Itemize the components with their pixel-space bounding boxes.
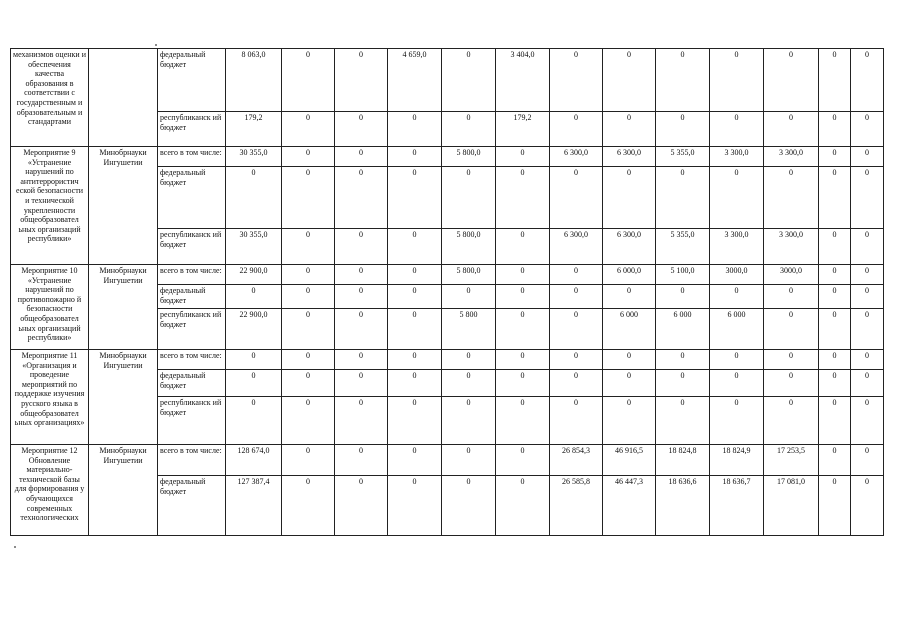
amount-cell: 0 [496, 167, 550, 229]
amount-cell: 6 000,0 [603, 265, 656, 285]
amount-cell: 26 585,8 [550, 476, 603, 536]
amount-cell: 0 [851, 350, 884, 370]
amount-cell: 179,2 [226, 112, 282, 147]
amount-cell: 0 [819, 397, 851, 445]
amount-cell: 0 [710, 370, 764, 397]
amount-cell: 0 [282, 397, 335, 445]
amount-cell: 0 [442, 370, 496, 397]
amount-cell: 0 [496, 476, 550, 536]
amount-cell: 0 [710, 350, 764, 370]
amount-cell: 0 [496, 285, 550, 309]
amount-cell: 0 [550, 285, 603, 309]
amount-cell: 0 [710, 167, 764, 229]
amount-cell: 0 [550, 370, 603, 397]
amount-cell: 0 [851, 445, 884, 476]
amount-cell: 5 355,0 [656, 229, 710, 265]
amount-cell: 0 [226, 370, 282, 397]
amount-cell: 0 [851, 147, 884, 167]
amount-cell: 0 [282, 229, 335, 265]
amount-cell: 0 [442, 112, 496, 147]
amount-cell: 0 [335, 229, 388, 265]
amount-cell: 0 [496, 445, 550, 476]
amount-cell: 0 [851, 265, 884, 285]
table-row [11, 350, 884, 370]
amount-cell: 0 [335, 147, 388, 167]
amount-cell: 0 [496, 265, 550, 285]
amount-cell: 4 659,0 [388, 49, 442, 112]
amount-cell: 128 674,0 [226, 445, 282, 476]
amount-cell: 3000,0 [710, 265, 764, 285]
amount-cell: 22 900,0 [226, 265, 282, 285]
funding-source-cell: республиканск ий бюджет [158, 229, 226, 265]
amount-cell: 0 [656, 370, 710, 397]
amount-cell: 3 300,0 [764, 229, 819, 265]
amount-cell: 0 [819, 350, 851, 370]
funding-source-cell: федеральный бюджет [158, 476, 226, 536]
scan-speck [155, 44, 157, 46]
amount-cell: 0 [496, 309, 550, 350]
amount-cell: 0 [282, 265, 335, 285]
amount-cell: 0 [550, 350, 603, 370]
amount-cell: 0 [819, 112, 851, 147]
funding-source-cell: федеральный бюджет [158, 167, 226, 229]
funding-source-cell: всего в том числе: [158, 445, 226, 476]
amount-cell: 0 [764, 309, 819, 350]
amount-cell: 22 900,0 [226, 309, 282, 350]
funding-source-cell: республиканск ий бюджет [158, 309, 226, 350]
amount-cell: 0 [442, 445, 496, 476]
amount-cell: 0 [764, 167, 819, 229]
table-row [11, 49, 884, 112]
amount-cell: 127 387,4 [226, 476, 282, 536]
activity-name-cell: Мероприятие 10 «Устранение нарушений по противопожарно й безопасности общеобразовател ьных организаций республики» [11, 265, 89, 350]
amount-cell: 18 824,8 [656, 445, 710, 476]
amount-cell: 6 300,0 [550, 229, 603, 265]
amount-cell: 0 [819, 309, 851, 350]
amount-cell: 0 [603, 49, 656, 112]
amount-cell: 0 [764, 49, 819, 112]
amount-cell: 0 [388, 445, 442, 476]
amount-cell: 0 [764, 350, 819, 370]
amount-cell: 18 824,9 [710, 445, 764, 476]
amount-cell: 0 [764, 285, 819, 309]
amount-cell: 0 [764, 370, 819, 397]
amount-cell: 0 [442, 285, 496, 309]
amount-cell: 0 [819, 167, 851, 229]
amount-cell: 0 [335, 167, 388, 229]
amount-cell: 0 [282, 112, 335, 147]
amount-cell: 0 [656, 167, 710, 229]
amount-cell: 3000,0 [764, 265, 819, 285]
amount-cell: 0 [851, 476, 884, 536]
amount-cell: 0 [226, 397, 282, 445]
amount-cell: 3 300,0 [710, 229, 764, 265]
amount-cell: 179,2 [496, 112, 550, 147]
amount-cell: 0 [226, 285, 282, 309]
executor-cell [89, 49, 158, 147]
amount-cell: 30 355,0 [226, 147, 282, 167]
amount-cell: 0 [442, 350, 496, 370]
amount-cell: 3 404,0 [496, 49, 550, 112]
amount-cell: 0 [388, 167, 442, 229]
amount-cell: 0 [442, 397, 496, 445]
funding-source-cell: федеральный бюджет [158, 370, 226, 397]
amount-cell: 0 [550, 167, 603, 229]
amount-cell: 0 [656, 350, 710, 370]
amount-cell: 0 [335, 370, 388, 397]
executor-cell: Минобрнауки Ингушетии [89, 265, 158, 350]
amount-cell: 3 300,0 [710, 147, 764, 167]
amount-cell: 6 000 [710, 309, 764, 350]
amount-cell: 6 300,0 [603, 229, 656, 265]
amount-cell: 0 [656, 285, 710, 309]
table-row [11, 265, 884, 285]
amount-cell: 0 [819, 229, 851, 265]
amount-cell: 0 [603, 112, 656, 147]
amount-cell: 0 [819, 445, 851, 476]
table-row [11, 445, 884, 476]
amount-cell: 0 [819, 147, 851, 167]
amount-cell: 0 [388, 370, 442, 397]
amount-cell: 5 800,0 [442, 147, 496, 167]
amount-cell: 0 [550, 309, 603, 350]
activity-name-cell: механизмов оценки и обеспечения качества образования в соответствии с государственным и образовательным и стандартами [11, 49, 89, 147]
amount-cell: 0 [496, 229, 550, 265]
amount-cell: 0 [335, 112, 388, 147]
amount-cell: 0 [282, 350, 335, 370]
amount-cell: 0 [710, 49, 764, 112]
amount-cell: 0 [851, 229, 884, 265]
amount-cell: 0 [656, 397, 710, 445]
table-row [11, 147, 884, 167]
amount-cell: 8 063,0 [226, 49, 282, 112]
amount-cell: 0 [603, 167, 656, 229]
activity-name-cell: Мероприятие 12 Обновление материально- технической базы для формирования у обучающихся современных технологических [11, 445, 89, 536]
amount-cell: 0 [819, 49, 851, 112]
amount-cell: 0 [388, 350, 442, 370]
amount-cell: 0 [851, 285, 884, 309]
amount-cell: 46 447,3 [603, 476, 656, 536]
amount-cell: 0 [226, 167, 282, 229]
amount-cell: 0 [851, 370, 884, 397]
amount-cell: 5 800 [442, 309, 496, 350]
amount-cell: 0 [388, 309, 442, 350]
funding-source-cell: федеральный бюджет [158, 49, 226, 112]
activity-name-cell: Мероприятие 9 «Устранение нарушений по антитеррористич еской безопасности и технической укрепленности общеобразовател ьных организаций республики» [11, 147, 89, 265]
amount-cell: 0 [335, 49, 388, 112]
amount-cell: 0 [603, 370, 656, 397]
amount-cell: 6 300,0 [603, 147, 656, 167]
amount-cell: 0 [442, 476, 496, 536]
amount-cell: 0 [388, 229, 442, 265]
amount-cell: 0 [388, 265, 442, 285]
amount-cell: 0 [603, 397, 656, 445]
amount-cell: 0 [282, 370, 335, 397]
amount-cell: 0 [550, 397, 603, 445]
amount-cell: 0 [335, 397, 388, 445]
amount-cell: 0 [388, 285, 442, 309]
activity-name-cell: Мероприятие 11 «Организация и проведение мероприятий по поддержке изучения русского языка в общеобразовател ьных организациях» [11, 350, 89, 445]
amount-cell: 46 916,5 [603, 445, 656, 476]
amount-cell: 0 [496, 350, 550, 370]
executor-cell: Минобрнауки Ингушетии [89, 350, 158, 445]
amount-cell: 0 [550, 112, 603, 147]
amount-cell: 0 [335, 350, 388, 370]
amount-cell: 5 800,0 [442, 229, 496, 265]
amount-cell: 5 100,0 [656, 265, 710, 285]
amount-cell: 3 300,0 [764, 147, 819, 167]
amount-cell: 0 [656, 112, 710, 147]
amount-cell: 0 [335, 309, 388, 350]
amount-cell: 17 081,0 [764, 476, 819, 536]
amount-cell: 0 [282, 309, 335, 350]
amount-cell: 5 800,0 [442, 265, 496, 285]
amount-cell: 0 [388, 112, 442, 147]
amount-cell: 0 [282, 285, 335, 309]
amount-cell: 0 [388, 476, 442, 536]
amount-cell: 5 355,0 [656, 147, 710, 167]
amount-cell: 0 [335, 265, 388, 285]
amount-cell: 0 [388, 397, 442, 445]
amount-cell: 0 [603, 285, 656, 309]
amount-cell: 0 [710, 285, 764, 309]
amount-cell: 0 [851, 309, 884, 350]
amount-cell: 0 [819, 265, 851, 285]
amount-cell: 6 000 [603, 309, 656, 350]
amount-cell: 0 [851, 49, 884, 112]
amount-cell: 0 [550, 265, 603, 285]
amount-cell: 0 [710, 397, 764, 445]
budget-table [10, 48, 884, 536]
amount-cell: 0 [819, 285, 851, 309]
amount-cell: 0 [603, 350, 656, 370]
amount-cell: 0 [226, 350, 282, 370]
amount-cell: 26 854,3 [550, 445, 603, 476]
amount-cell: 30 355,0 [226, 229, 282, 265]
amount-cell: 0 [442, 49, 496, 112]
amount-cell: 0 [496, 397, 550, 445]
amount-cell: 18 636,7 [710, 476, 764, 536]
amount-cell: 0 [764, 397, 819, 445]
amount-cell: 0 [282, 476, 335, 536]
amount-cell: 0 [819, 370, 851, 397]
amount-cell: 0 [496, 370, 550, 397]
amount-cell: 0 [764, 112, 819, 147]
amount-cell: 0 [442, 167, 496, 229]
funding-source-cell: всего в том числе: [158, 147, 226, 167]
funding-source-cell: республиканск ий бюджет [158, 397, 226, 445]
amount-cell: 0 [851, 112, 884, 147]
executor-cell: Минобрнауки Ингушетии [89, 147, 158, 265]
amount-cell: 0 [335, 445, 388, 476]
funding-source-cell: федеральный бюджет [158, 285, 226, 309]
funding-source-cell: республиканск ий бюджет [158, 112, 226, 147]
amount-cell: 0 [550, 49, 603, 112]
amount-cell: 6 300,0 [550, 147, 603, 167]
amount-cell: 0 [496, 147, 550, 167]
amount-cell: 0 [656, 49, 710, 112]
funding-source-cell: всего в том числе: [158, 265, 226, 285]
executor-cell: Минобрнауки Ингушетии [89, 445, 158, 536]
amount-cell: 18 636,6 [656, 476, 710, 536]
amount-cell: 0 [282, 147, 335, 167]
amount-cell: 0 [851, 167, 884, 229]
amount-cell: 0 [282, 167, 335, 229]
amount-cell: 6 000 [656, 309, 710, 350]
amount-cell: 0 [710, 112, 764, 147]
scan-speck [14, 546, 16, 548]
amount-cell: 0 [335, 285, 388, 309]
funding-source-cell: всего в том числе: [158, 350, 226, 370]
amount-cell: 0 [335, 476, 388, 536]
amount-cell: 17 253,5 [764, 445, 819, 476]
amount-cell: 0 [388, 147, 442, 167]
amount-cell: 0 [282, 49, 335, 112]
amount-cell: 0 [819, 476, 851, 536]
amount-cell: 0 [851, 397, 884, 445]
amount-cell: 0 [282, 445, 335, 476]
